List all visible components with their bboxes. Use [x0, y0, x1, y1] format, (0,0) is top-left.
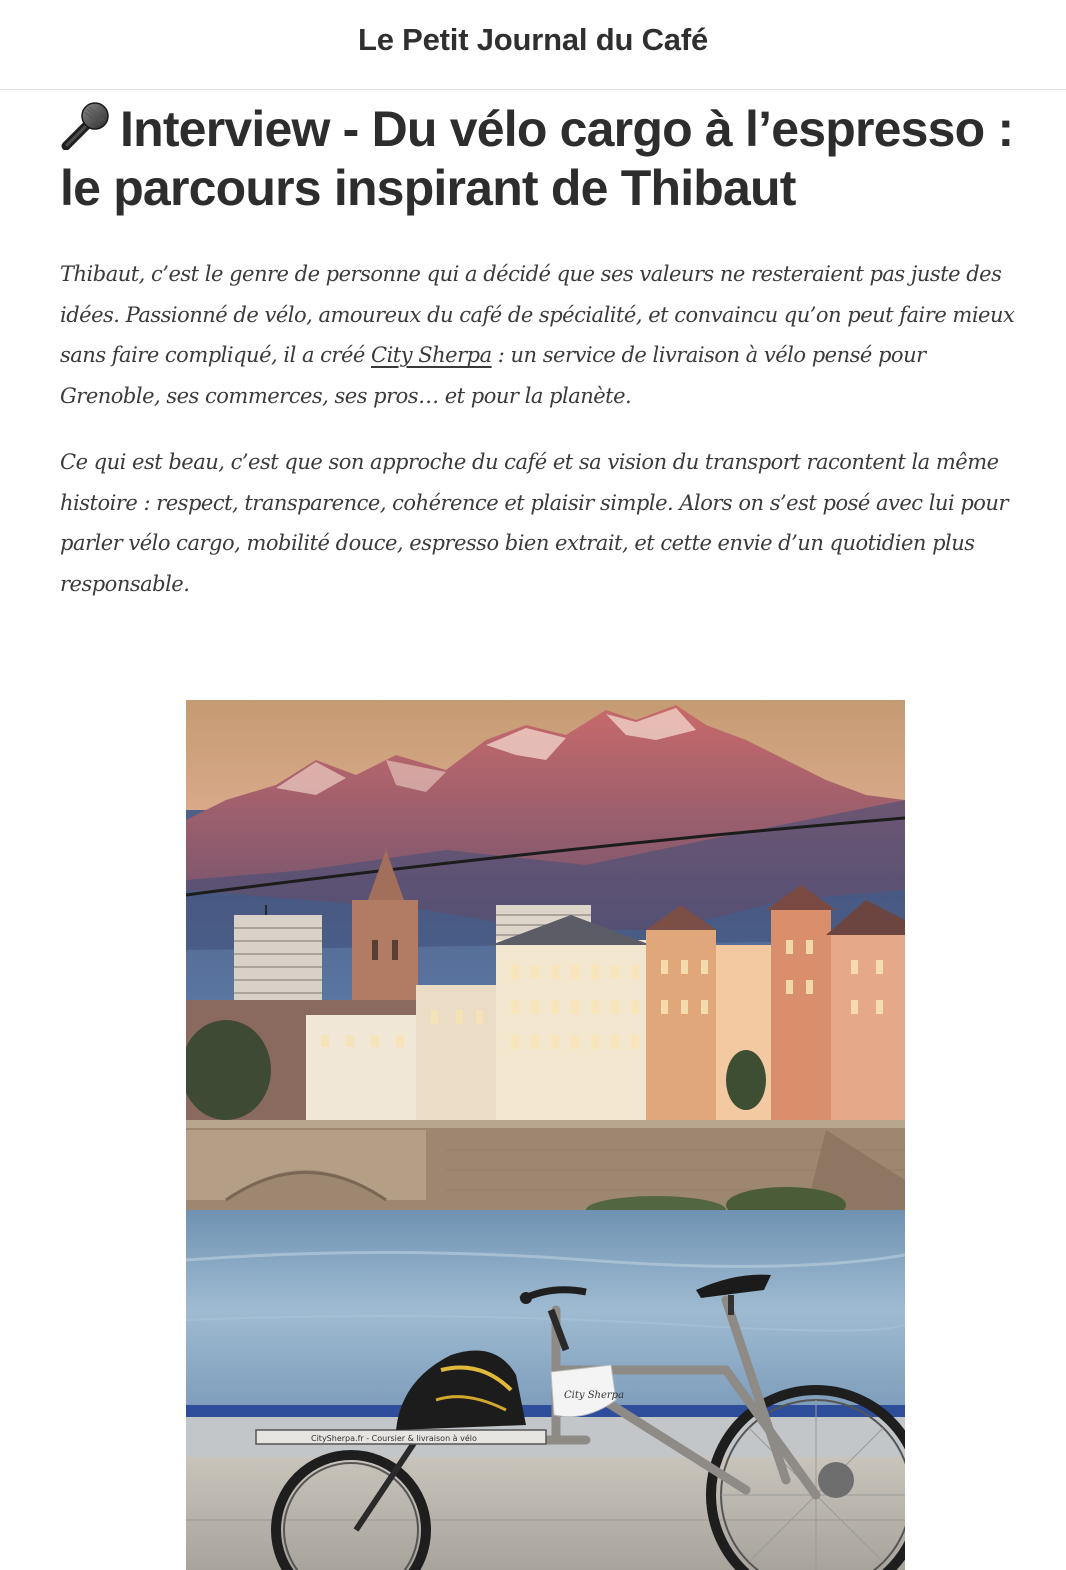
article-intro [60, 254, 1030, 604]
site-header [0, 0, 1066, 90]
hero-photo [186, 700, 905, 1570]
intro-paragraph-2: Ce qui est beau, c’est que son approche du café et sa vision du transport racontent la même histoire : respect, transparence, cohérence et plaisir simple. Alors on s’est posé avec lui pour parler vélo cargo, mobilité douce, espresso bien extrait, et cette envie d’un quotidien plus responsable. [60, 450, 1008, 596]
article-title-text: Interview - Du vélo cargo à l’espresso : le parcours inspirant de Thibaut [60, 101, 1014, 216]
site-title[interactable]: Le Petit Journal du Café [357, 22, 709, 57]
article-title [60, 100, 1030, 218]
article [60, 100, 1030, 630]
grenoble-mural-cargo-bike-photo [186, 700, 905, 1570]
bag-logo-text: City Sherpa [564, 1390, 625, 1401]
microphone-icon [60, 102, 110, 150]
intro-paragraph-1-text: Thibaut, c’est le genre de personne qui a décidé que ses valeurs ne resteraient pas juste des idées. Passionné de vélo, amoureux du café de spécialité, et convaincu qu’on peut faire mieux sans faire compliqué, il a créé [60, 262, 1015, 367]
intro-paragraph-1 [60, 254, 1030, 416]
city-sherpa-link[interactable]: City Sherpa [371, 343, 492, 367]
intro-paragraph-1-text-end: : un service de livraison à vélo pensé pour Grenoble, ses commerces, ses pros… et pour la planète. [60, 343, 926, 408]
cargo-bike-platform-text: CitySherpa.fr - Coursier & livraison à vélo [311, 1434, 477, 1443]
